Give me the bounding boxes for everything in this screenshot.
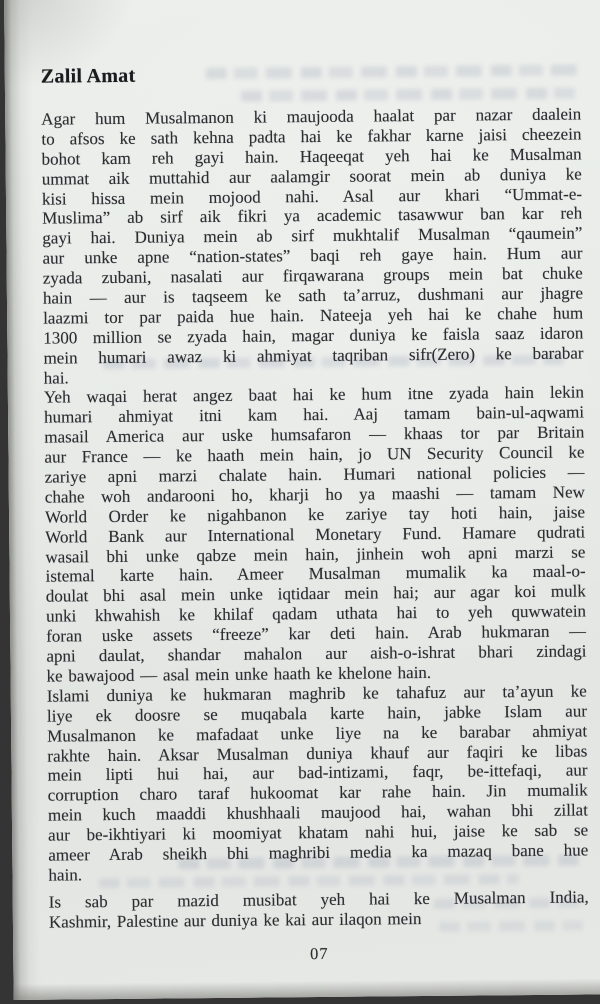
body-text [41, 104, 589, 932]
text-line: humari ahmiyat itni kam hai. Aaj tamam bain-ul-aqwami [44, 402, 585, 427]
text-line: Muslima” ab sirf aik fikri ya academic tasawwur ban kar reh [42, 203, 583, 229]
text-line: Agar hum Musalmanon ki maujooda haalat par nazar daalein [41, 104, 582, 129]
text-line: bohot kam reh gayi hain. Haqeeqat yeh hai ke Musalman [41, 144, 582, 169]
text-line: ameer Arab sheikh bhi maghribi media ka mazaq bane hue [48, 840, 589, 865]
text-line: corruption charo taraf hukoomat kar rahe hain. Jin mumalik [47, 780, 588, 805]
page-number: 07 [309, 943, 329, 963]
text-line: World Bank aur International Monetary Fund. Hamare qudrati [45, 522, 586, 547]
text-line: zariye apni marzi chalate hain. Humari national policies — [44, 462, 585, 487]
text-line: unki khwahish ke khilaf qadam uthata hai to yeh quwwatein [45, 601, 587, 626]
text-line: masail America aur uske humsafaron — khaas tor par Britain [44, 422, 585, 447]
text-line: chahe woh andarooni ho, kharji ho ya maashi — tamam New [44, 482, 585, 507]
text-line: laazmi tor par paida hue hain. Nateeja yeh hai ke chahe hum [43, 303, 584, 328]
text-line: aur be-ikhtiyari ki moomiyat khatam nahi hui, jaise ke sab se [48, 820, 589, 845]
text-line: 1300 million se zyada hain, magar duniya ke faisla saaz idaron [43, 323, 584, 348]
text-line: Yeh waqai herat angez baat hai ke hum itne zyada hain lekin [43, 382, 584, 408]
text-line: Is sab par mazid musibat yeh hai ke Musalman India, [48, 887, 589, 912]
text-line: rakhte hain. Aksar Musalman duniya khauf aur faqiri ke libas [47, 740, 588, 766]
paragraph [47, 681, 589, 885]
text-line: kisi hissa mein mojood nahi. Asal aur khari “Ummat-e- [41, 184, 583, 209]
text-line: Musalmanon ke mafadaat unke liye na ke barabar ahmiyat [47, 721, 588, 746]
text-line: ke bawajood — asal mein unke haath ke khelone hain. [46, 662, 432, 686]
text-line: wasail bhi unke qabze mein hain, jinhein woh apni marzi se [45, 542, 586, 567]
text-line: foran uske assets “freeze” kar deti hain. Arab hukmaran — [46, 621, 587, 646]
text-line: hai. [43, 367, 69, 388]
text-line: Kashmir, Palestine aur duniya ke kai aur ilaqon mein [48, 908, 422, 932]
book-page [4, 0, 600, 1000]
text-line: hain — aur is taqseem ke sath ta’arruz, dushmani aur jhagre [42, 283, 584, 308]
page-title: Zalil Amat [40, 64, 136, 88]
text-line: istemal karte hain. Ameer Musalman mumalik ka maal-o- [45, 561, 586, 587]
text-line: aur France — ke haath mein hain, jo UN Security Council ke [44, 442, 585, 467]
text-line: zyada zubani, nasalati aur firqawarana groups mein bat chuke [42, 263, 583, 288]
text-line: mein kuch maaddi khushhaali maujood hai, wahan bhi zillat [47, 800, 588, 825]
paragraph [49, 887, 589, 932]
text-line: ummat aik muttahid aur aalamgir soorat mein ab duniya ke [41, 164, 582, 189]
text-line: hain. [48, 865, 83, 885]
text-line: liye ek doosre se muqabala karte hain, jabke Islam aur [46, 701, 588, 726]
text-line: World Order ke nigahbanon ke zariye tay hoti hain, jaise [44, 502, 586, 527]
page-content [4, 0, 600, 1000]
paragraph [41, 104, 584, 388]
text-line: gayi hai. Duniya mein ab sirf mukhtalif Musalman “qaumein” [42, 223, 583, 248]
text-line: doulat bhi asal mein unke iqtidaar mein hai; aur agar koi mulk [45, 581, 586, 607]
text-line: aur unke apne “nation-states” baqi reh gaye hain. Hum aur [42, 243, 583, 268]
text-line: to afsos ke sath kehna padta hai ke fakhar karne jaisi cheezein [41, 124, 582, 149]
text-line: mein lipti hui hai, aur bad-intizami, faqr, be-ittefaqi, aur [47, 760, 588, 786]
text-line: apni daulat, shandar mahalon aur aish-o-ishrat bhari zindagi [46, 641, 587, 666]
paragraph [44, 383, 587, 687]
text-line: mein humari awaz ki ahmiyat taqriban sifr(Zero) ke barabar [43, 343, 584, 368]
text-line: Islami duniya ke hukmaran maghrib ke tahafuz aur ta’ayun ke [46, 681, 587, 706]
